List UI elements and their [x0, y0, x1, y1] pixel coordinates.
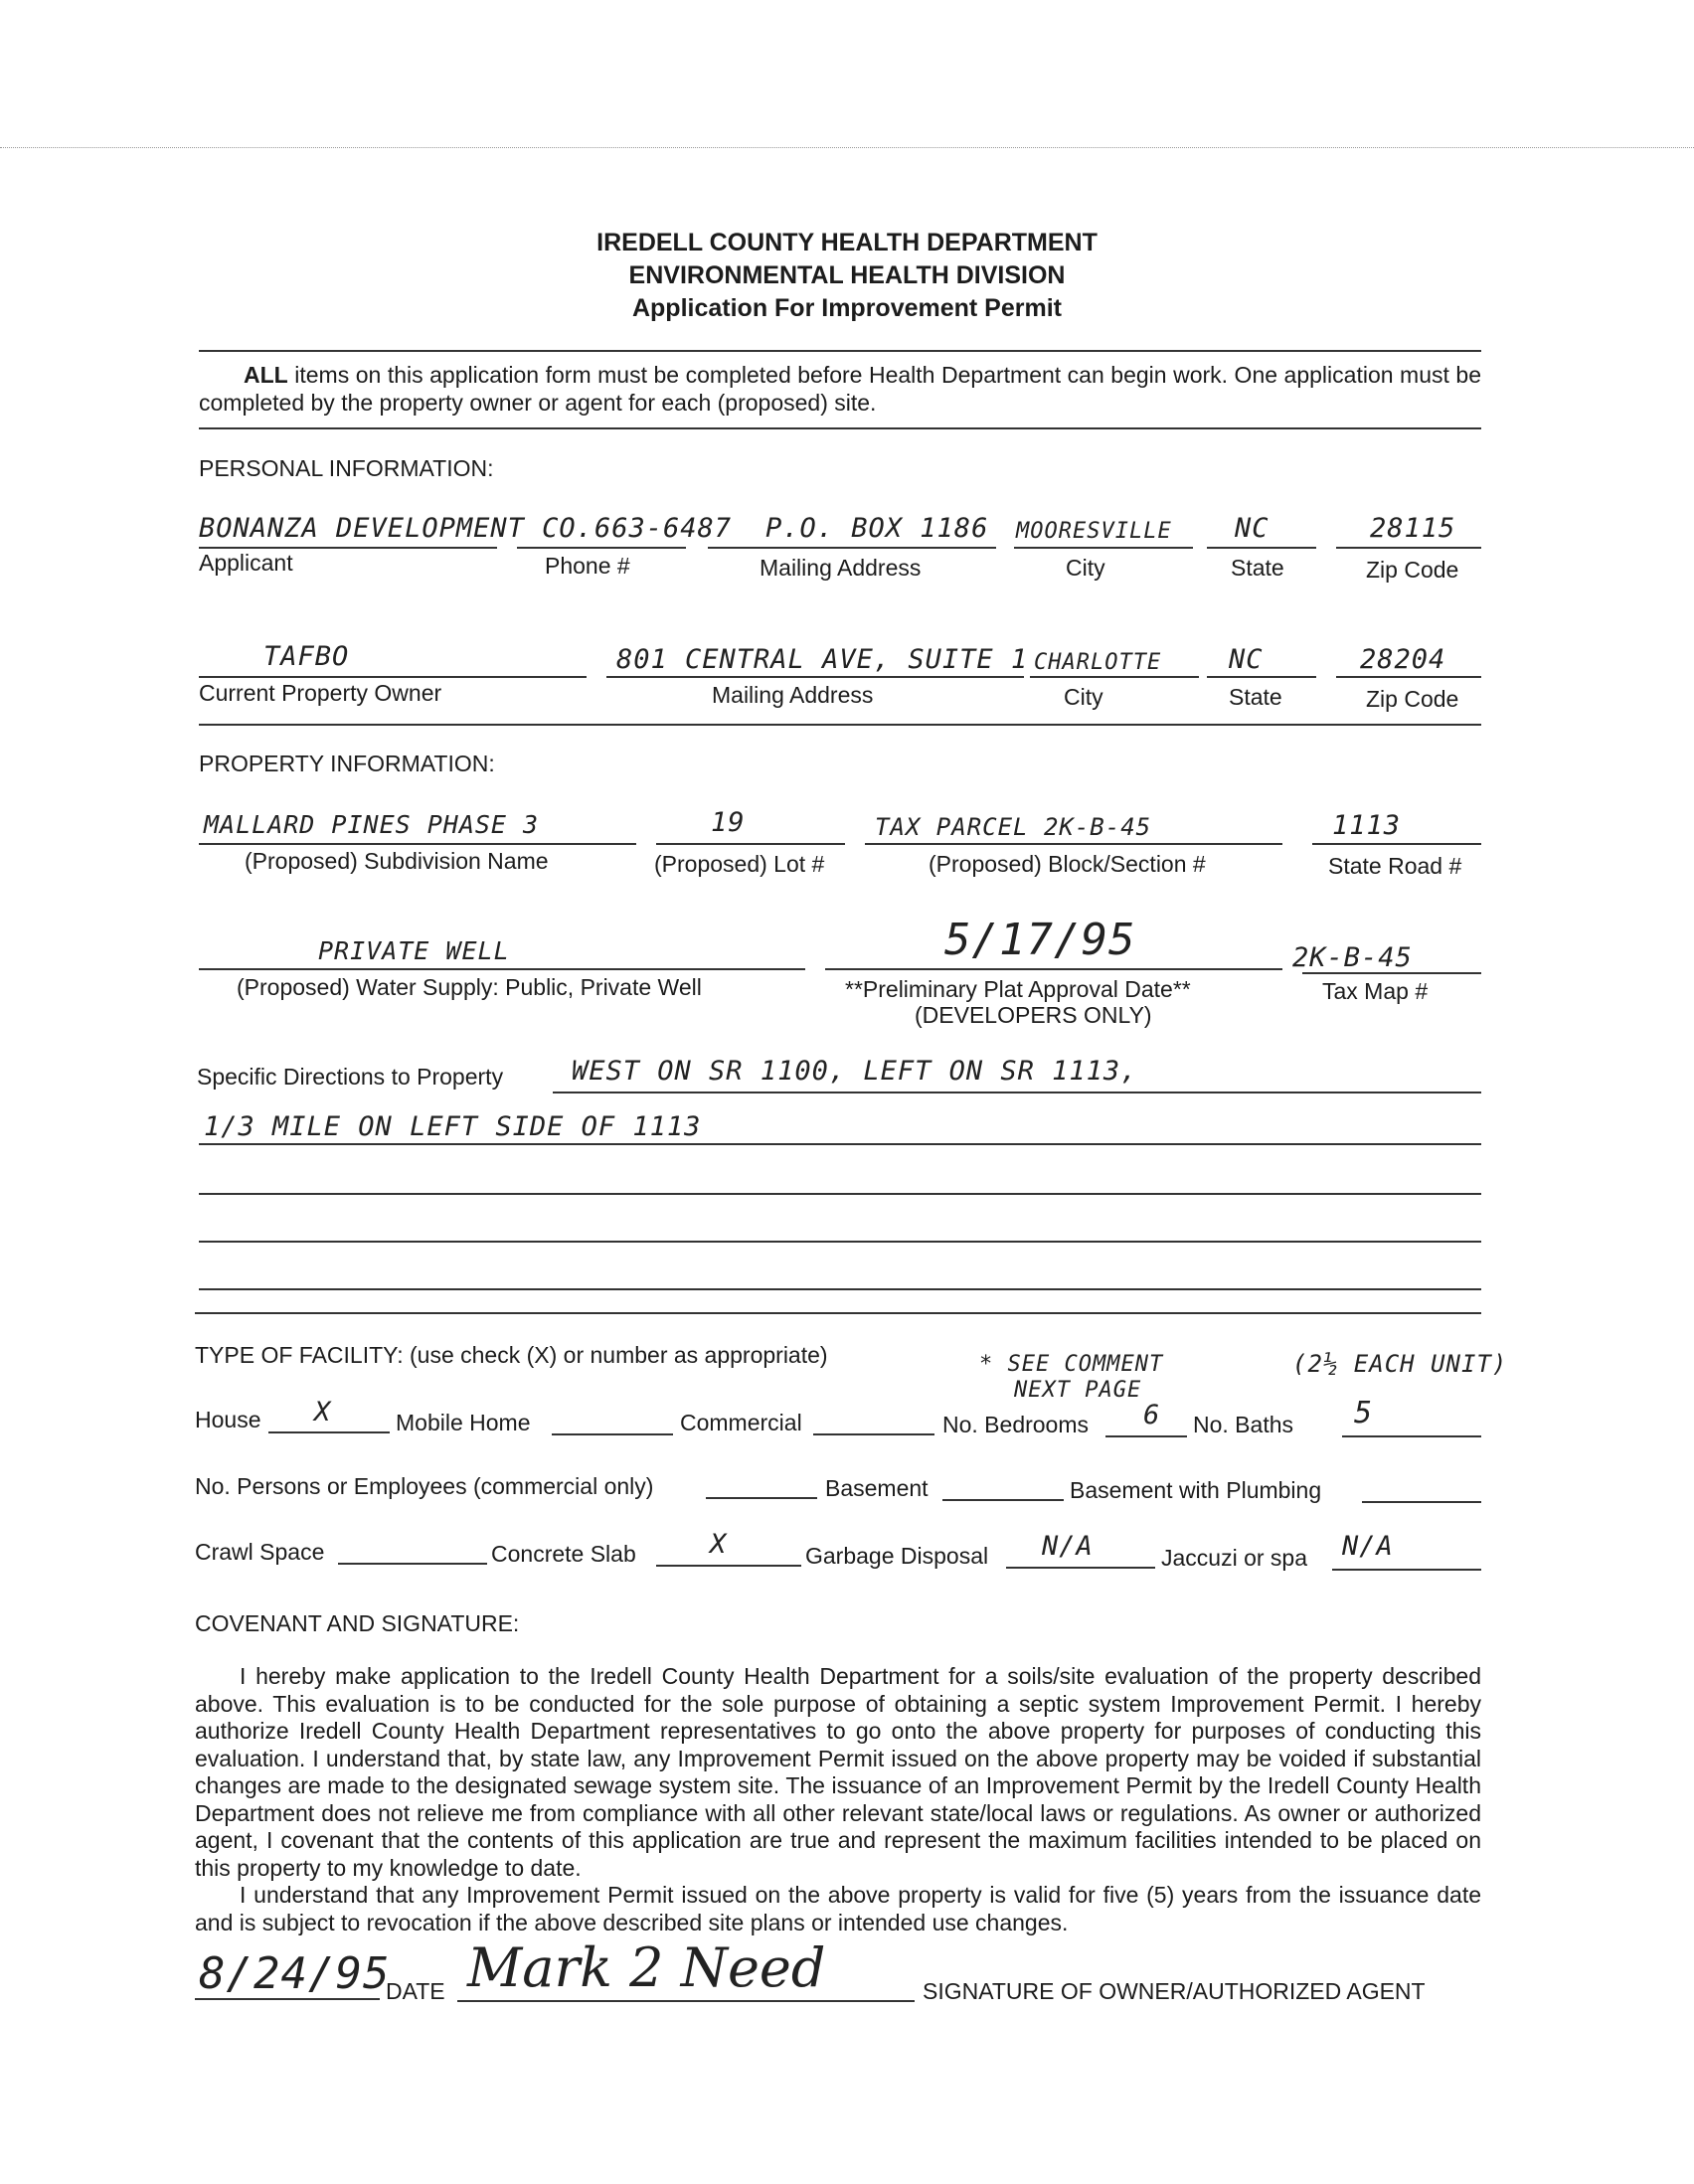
rule	[199, 427, 1481, 429]
rule	[199, 676, 587, 678]
date-label: DATE	[386, 1978, 445, 2004]
baths-value[interactable]: 5	[1354, 1396, 1374, 1430]
rule	[199, 843, 636, 845]
phone-label: Phone #	[545, 553, 630, 579]
subdivision-value[interactable]: MALLARD PINES PHASE 3	[204, 810, 540, 839]
rule	[1207, 676, 1316, 678]
directions-label: Specific Directions to Property	[197, 1064, 504, 1090]
division-title: ENVIRONMENTAL HEALTH DIVISION	[628, 261, 1066, 289]
house-label: House	[195, 1407, 261, 1432]
house-value[interactable]: X	[314, 1397, 332, 1428]
garbage-disposal-value[interactable]: N/A	[1042, 1531, 1094, 1562]
rule	[825, 968, 1282, 970]
applicant-mailing-value[interactable]: P.O. BOX 1186	[765, 513, 989, 544]
owner-zip-label: Zip Code	[1366, 686, 1459, 712]
owner-zip-value[interactable]: 28204	[1360, 644, 1446, 675]
rule	[195, 1998, 380, 2000]
crawl-space-label: Crawl Space	[195, 1539, 325, 1565]
basement-plumbing-label: Basement with Plumbing	[1070, 1477, 1322, 1503]
commercial-field[interactable]	[813, 1433, 934, 1435]
owner-city-label: City	[1064, 684, 1103, 710]
rule	[656, 1565, 801, 1567]
subdivision-label: (Proposed) Subdivision Name	[245, 848, 549, 874]
lot-value[interactable]: 19	[711, 807, 746, 838]
date-value[interactable]: 8/24/95	[199, 1948, 391, 1999]
tax-map-value[interactable]: 2K-B-45	[1292, 942, 1413, 973]
rule	[1302, 972, 1481, 974]
owner-label: Current Property Owner	[199, 680, 442, 706]
rule	[199, 1241, 1481, 1243]
rule	[199, 547, 497, 549]
rule	[606, 676, 1024, 678]
applicant-label: Applicant	[199, 550, 293, 576]
applicant-city-value[interactable]: MOORESVILLE	[1016, 519, 1172, 544]
block-value[interactable]: TAX PARCEL 2K-B-45	[875, 813, 1152, 841]
plat-date-value[interactable]: 5/17/95	[944, 915, 1136, 965]
covenant-text	[195, 1663, 1481, 1936]
facility-note-1: * SEE COMMENT	[979, 1352, 1164, 1377]
plat-date-label: **Preliminary Plat Approval Date**	[845, 976, 1191, 1002]
rule	[708, 547, 996, 549]
covenant-heading: COVENANT AND SIGNATURE:	[195, 1610, 520, 1636]
rule	[1342, 1435, 1481, 1437]
mobile-home-field[interactable]	[552, 1433, 673, 1435]
phone-value[interactable]: 663-6487	[594, 513, 733, 544]
jacuzzi-value[interactable]: N/A	[1342, 1531, 1394, 1562]
zip-label: Zip Code	[1366, 557, 1459, 583]
signature-value[interactable]: Mark 2 Need	[467, 1936, 826, 1999]
covenant-paragraph-2: I understand that any Improvement Permit issued on the above property is valid for five (5) years from the issuance date and is subject to revocation if the above described site plans or intended use changes.	[195, 1882, 1481, 1935]
block-label: (Proposed) Block/Section #	[929, 851, 1206, 877]
department-title: IREDELL COUNTY HEALTH DEPARTMENT	[596, 229, 1098, 256]
owner-state-value[interactable]: NC	[1229, 644, 1264, 675]
rule	[1207, 547, 1316, 549]
owner-mailing-value[interactable]: 801 CENTRAL AVE, SUITE 1	[616, 644, 1029, 675]
persons-label: No. Persons or Employees (commercial only)	[195, 1473, 654, 1499]
crawl-space-field[interactable]	[338, 1563, 487, 1565]
rule	[457, 2000, 915, 2002]
owner-value[interactable]: TAFBO	[263, 641, 350, 672]
rule	[268, 1431, 390, 1433]
lot-label: (Proposed) Lot #	[654, 851, 825, 877]
concrete-slab-value[interactable]: X	[710, 1529, 728, 1560]
water-supply-value[interactable]: PRIVATE WELL	[318, 936, 510, 965]
mobile-home-label: Mobile Home	[396, 1410, 531, 1435]
applicant-value[interactable]: BONANZA DEVELOPMENT CO.	[199, 513, 593, 544]
form-title: Application For Improvement Permit	[631, 294, 1062, 322]
personal-heading: PERSONAL INFORMATION:	[199, 455, 494, 481]
rule	[199, 968, 805, 970]
garbage-disposal-label: Garbage Disposal	[805, 1543, 989, 1569]
owner-mailing-label: Mailing Address	[712, 682, 874, 708]
tax-map-label: Tax Map #	[1322, 978, 1429, 1004]
applicant-zip-value[interactable]: 28115	[1370, 513, 1456, 544]
rule	[199, 1288, 1481, 1290]
city-label: City	[1066, 555, 1105, 581]
water-supply-label: (Proposed) Water Supply: Public, Private Well	[237, 974, 702, 1000]
commercial-label: Commercial	[680, 1410, 802, 1435]
facility-heading: TYPE OF FACILITY: (use check (X) or number as appropriate)	[195, 1342, 828, 1368]
rule	[865, 843, 1282, 845]
persons-field[interactable]	[706, 1497, 817, 1499]
facility-note-2: NEXT PAGE	[1014, 1378, 1142, 1403]
bedrooms-label: No. Bedrooms	[942, 1412, 1090, 1437]
rule	[1336, 547, 1481, 549]
signature-label: SIGNATURE OF OWNER/AUTHORIZED AGENT	[923, 1978, 1426, 2004]
rule	[1105, 1435, 1187, 1437]
state-label: State	[1231, 555, 1284, 581]
rule	[195, 1312, 1481, 1314]
scan-top-edge	[0, 147, 1694, 148]
basement-field[interactable]	[942, 1499, 1064, 1501]
property-heading: PROPERTY INFORMATION:	[199, 751, 495, 776]
mailing-label: Mailing Address	[760, 555, 922, 581]
rule	[1332, 1569, 1481, 1571]
directions-value-1[interactable]: WEST ON SR 1100, LEFT ON SR 1113,	[572, 1056, 1138, 1087]
directions-value-2[interactable]: 1/3 MILE ON LEFT SIDE OF 1113	[204, 1111, 702, 1142]
rule	[517, 547, 686, 549]
bedrooms-value[interactable]: 6	[1143, 1400, 1161, 1430]
rule	[1312, 843, 1481, 845]
rule	[1030, 676, 1199, 678]
intro-text: ALL items on this application form must be completed before Health Department can begin work. One application must be completed by the property owner or agent for each (proposed) site.	[199, 362, 1481, 416]
facility-note-3: (2½ EACH UNIT)	[1292, 1350, 1508, 1378]
concrete-slab-label: Concrete Slab	[491, 1541, 636, 1567]
rule	[1336, 676, 1481, 678]
rule	[1014, 547, 1193, 549]
covenant-paragraph-1: I hereby make application to the Iredell County Health Department for a soils/site evaluation of the property described above. This evaluation is to be conducted for the sole purpose of obtaining a septic system Improvement Permit. I hereby authorize Iredell County Health Department representatives to go onto the above property for purposes of conducting this evaluation. I understand that, by state law, any Improvement Permit issued on the above property may be voided if substantial changes are made to the designated sewage system site. The issuance of an Improvement Permit by the Iredell County Health Department does not relieve me from compliance with all other relevant state/local laws or regulations. As owner or authorized agent, I covenant that the contents of this application are true and represent the maximum facilities intended to be placed on this property to my knowledge to date.	[195, 1663, 1481, 1881]
rule	[199, 1143, 1481, 1145]
owner-city-value[interactable]: CHARLOTTE	[1034, 650, 1162, 675]
rule	[199, 1193, 1481, 1195]
basement-label: Basement	[825, 1475, 929, 1501]
plat-date-sublabel: (DEVELOPERS ONLY)	[915, 1002, 1152, 1028]
rule	[656, 843, 845, 845]
jacuzzi-label: Jaccuzi or spa	[1161, 1545, 1308, 1571]
rule	[199, 724, 1481, 726]
rule	[553, 1092, 1481, 1093]
baths-label: No. Baths	[1193, 1412, 1293, 1437]
state-road-label: State Road #	[1328, 853, 1462, 879]
rule	[199, 350, 1481, 352]
applicant-state-value[interactable]: NC	[1235, 513, 1270, 544]
rule	[1006, 1567, 1155, 1569]
basement-plumbing-field[interactable]	[1362, 1501, 1481, 1503]
owner-state-label: State	[1229, 684, 1282, 710]
state-road-value[interactable]: 1113	[1332, 810, 1402, 841]
